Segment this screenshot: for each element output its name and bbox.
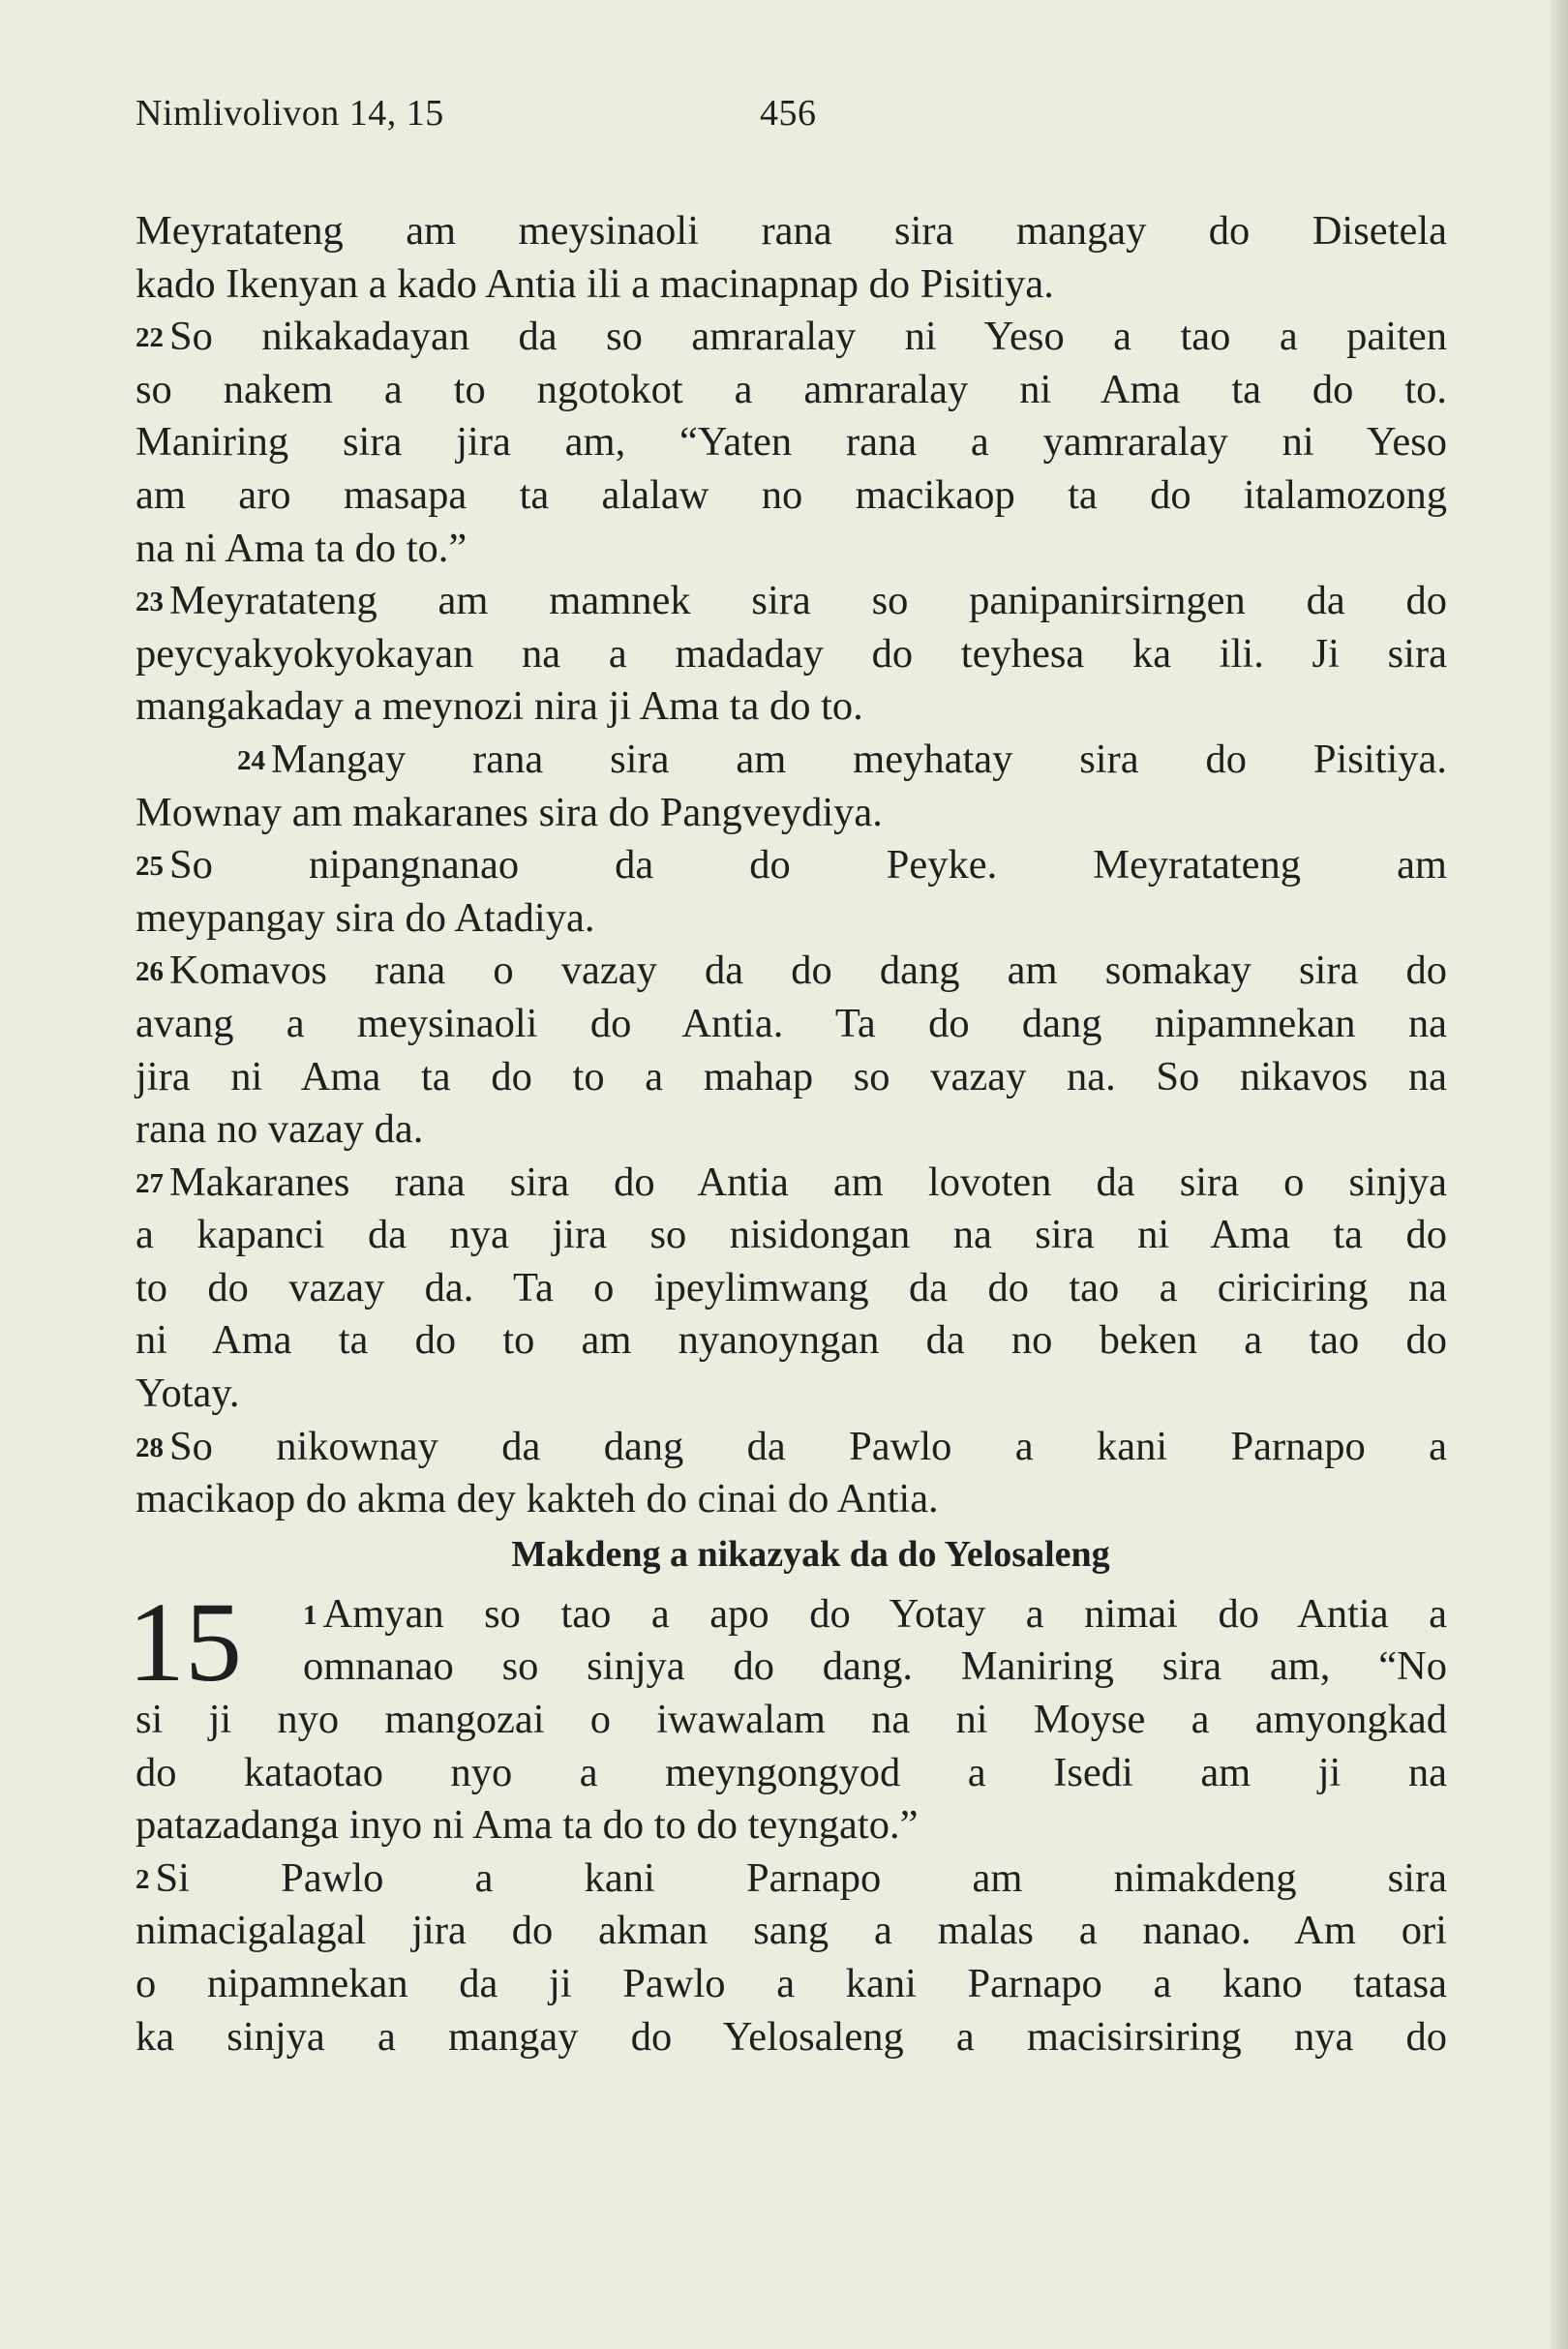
- chapter-15-text: [136, 1588, 1447, 2063]
- line-text: Makaranes rana sira do Antia am lovoten da sira o sinjya: [169, 1159, 1447, 1205]
- text-line: [136, 1799, 1447, 1852]
- verse-number: 24: [237, 744, 265, 776]
- line-text: Mangay rana sira am meyhatay sira do Pisitiya.: [271, 736, 1447, 782]
- text-line: [136, 2011, 1447, 2064]
- line-text: So nikownay da dang da Pawlo a kani Parnapo a: [169, 1423, 1447, 1469]
- line-text: omnanao so sinjya do dang. Maniring sira am, “No: [303, 1643, 1447, 1690]
- text-line: [136, 1209, 1447, 1262]
- text-line: [136, 469, 1447, 523]
- line-text: kado Ikenyan a kado Antia ili a macinapnap do Pisitiya.: [136, 260, 1054, 307]
- section-heading: Makdeng a nikazyak da do Yelosaleng: [511, 1533, 1110, 1575]
- chapter-number: 15: [128, 1578, 242, 1705]
- text-line: [136, 1157, 1447, 1210]
- text-line: [136, 416, 1447, 469]
- text-line: [136, 205, 1447, 258]
- text-line: [136, 892, 1447, 946]
- line-text: am aro masapa ta alalaw no macikaop ta do italamozong: [136, 471, 1447, 518]
- text-line: [136, 945, 1447, 998]
- text-line: [136, 1314, 1447, 1368]
- page-spine-shadow: [1551, 0, 1568, 2349]
- line-text: ka sinjya a mangay do Yelosaleng a macisirsiring nya do: [136, 2013, 1447, 2060]
- verse-number: 2: [136, 1863, 150, 1895]
- text-line: [136, 1262, 1447, 1315]
- line-text: ni Ama ta do to am nyanoyngan da no beken a tao do: [136, 1317, 1447, 1364]
- text-line: [136, 1694, 1447, 1747]
- line-text: jira ni Ama ta do to a mahap so vazay na. So nikavos na: [136, 1053, 1447, 1099]
- text-line: [136, 1051, 1447, 1104]
- text-line: [136, 1368, 1447, 1421]
- line-text: Komavos rana o vazay da do dang am somakay sira do: [169, 948, 1447, 994]
- line-text: avang a meysinaoli do Antia. Ta do dang nipamnekan na: [136, 1000, 1447, 1046]
- verse-number: 26: [136, 956, 164, 988]
- line-text: rana no vazay da.: [136, 1106, 424, 1153]
- text-line: [136, 628, 1447, 681]
- line-text: Si Pawlo a kani Parnapo am nimakdeng sira: [155, 1854, 1447, 1901]
- body-text: [128, 205, 1447, 2063]
- line-text: a kapanci da nya jira so nisidongan na sira ni Ama ta do: [136, 1212, 1447, 1258]
- text-line: [136, 1905, 1447, 1958]
- verse-number: 28: [136, 1431, 164, 1463]
- line-text: Meyratateng am meysinaoli rana sira mangay do Disetela: [136, 208, 1447, 254]
- line-text: Maniring sira jira am, “Yaten rana a yamraralay ni Yeso: [136, 419, 1447, 466]
- line-text: meypangay sira do Atadiya.: [136, 894, 595, 941]
- text-line: [136, 1473, 1447, 1526]
- chapter-15-block: [128, 1578, 1447, 2063]
- line-text: o nipamnekan da ji Pawlo a kani Parnapo a kano tatasa: [136, 1961, 1447, 2006]
- line-text: nimacigalagal jira do akman sang a malas a nanao. Am ori: [136, 1908, 1447, 1954]
- line-text: Mownay am makaranes sira do Pangveydiya.: [136, 789, 883, 835]
- text-line: [136, 1958, 1447, 2011]
- text-line: [136, 1421, 1447, 1474]
- text-line: [136, 998, 1447, 1051]
- text-line: [136, 1588, 1447, 1641]
- text-line: [136, 523, 1447, 576]
- line-text: na ni Ama ta do to.”: [136, 525, 467, 571]
- text-line: [136, 787, 1447, 840]
- line-text: to do vazay da. Ta o ipeylimwang da do tao a ciriciring na: [136, 1264, 1447, 1310]
- text-line: [136, 258, 1447, 312]
- running-header: [136, 92, 817, 135]
- verse-number: 1: [303, 1599, 317, 1631]
- text-line: [136, 1852, 1447, 1906]
- page-number: 456: [760, 93, 817, 134]
- line-text: Yotay.: [136, 1370, 240, 1417]
- verse-number: 22: [136, 322, 164, 354]
- text-line: [136, 734, 1447, 787]
- line-text: do kataotao nyo a meyngongyod a Isedi am ji na: [136, 1749, 1447, 1795]
- line-text: so nakem a to ngotokot a amraralay ni Ama ta do to.: [136, 366, 1447, 412]
- line-text: patazadanga inyo ni Ama ta do to do teyngato.”: [136, 1802, 919, 1849]
- line-text: mangakaday a meynozi nira ji Ama ta do to.: [136, 683, 863, 730]
- text-line: [136, 1641, 1447, 1694]
- text-line: [136, 311, 1447, 364]
- book-reference: Nimlivolivon 14, 15: [136, 93, 444, 134]
- line-text: Meyratateng am mamnek sira so panipanirsirngen da do: [169, 578, 1447, 624]
- line-text: So nipangnanao da do Peyke. Meyratateng am: [169, 842, 1447, 888]
- line-text: peycyakyokyokayan na a madaday do teyhesa ka ili. Ji sira: [136, 630, 1447, 677]
- text-line: [136, 575, 1447, 628]
- line-text: macikaop do akma dey kakteh do cinai do Antia.: [136, 1476, 939, 1522]
- text-line: [136, 1747, 1447, 1800]
- chapter-14-text: [136, 205, 1447, 1526]
- verse-number: 23: [136, 587, 164, 618]
- text-line: [136, 364, 1447, 417]
- verse-number: 25: [136, 851, 164, 883]
- text-line: [136, 839, 1447, 892]
- line-text: Amyan so tao a apo do Yotay a nimai do Antia a: [322, 1590, 1447, 1637]
- text-line: [136, 1103, 1447, 1157]
- text-line: [136, 680, 1447, 734]
- verse-number: 27: [136, 1167, 164, 1199]
- line-text: si ji nyo mangozai o iwawalam na ni Moyse a amyongkad: [136, 1697, 1447, 1743]
- line-text: So nikakadayan da so amraralay ni Yeso a tao a paiten: [169, 314, 1447, 360]
